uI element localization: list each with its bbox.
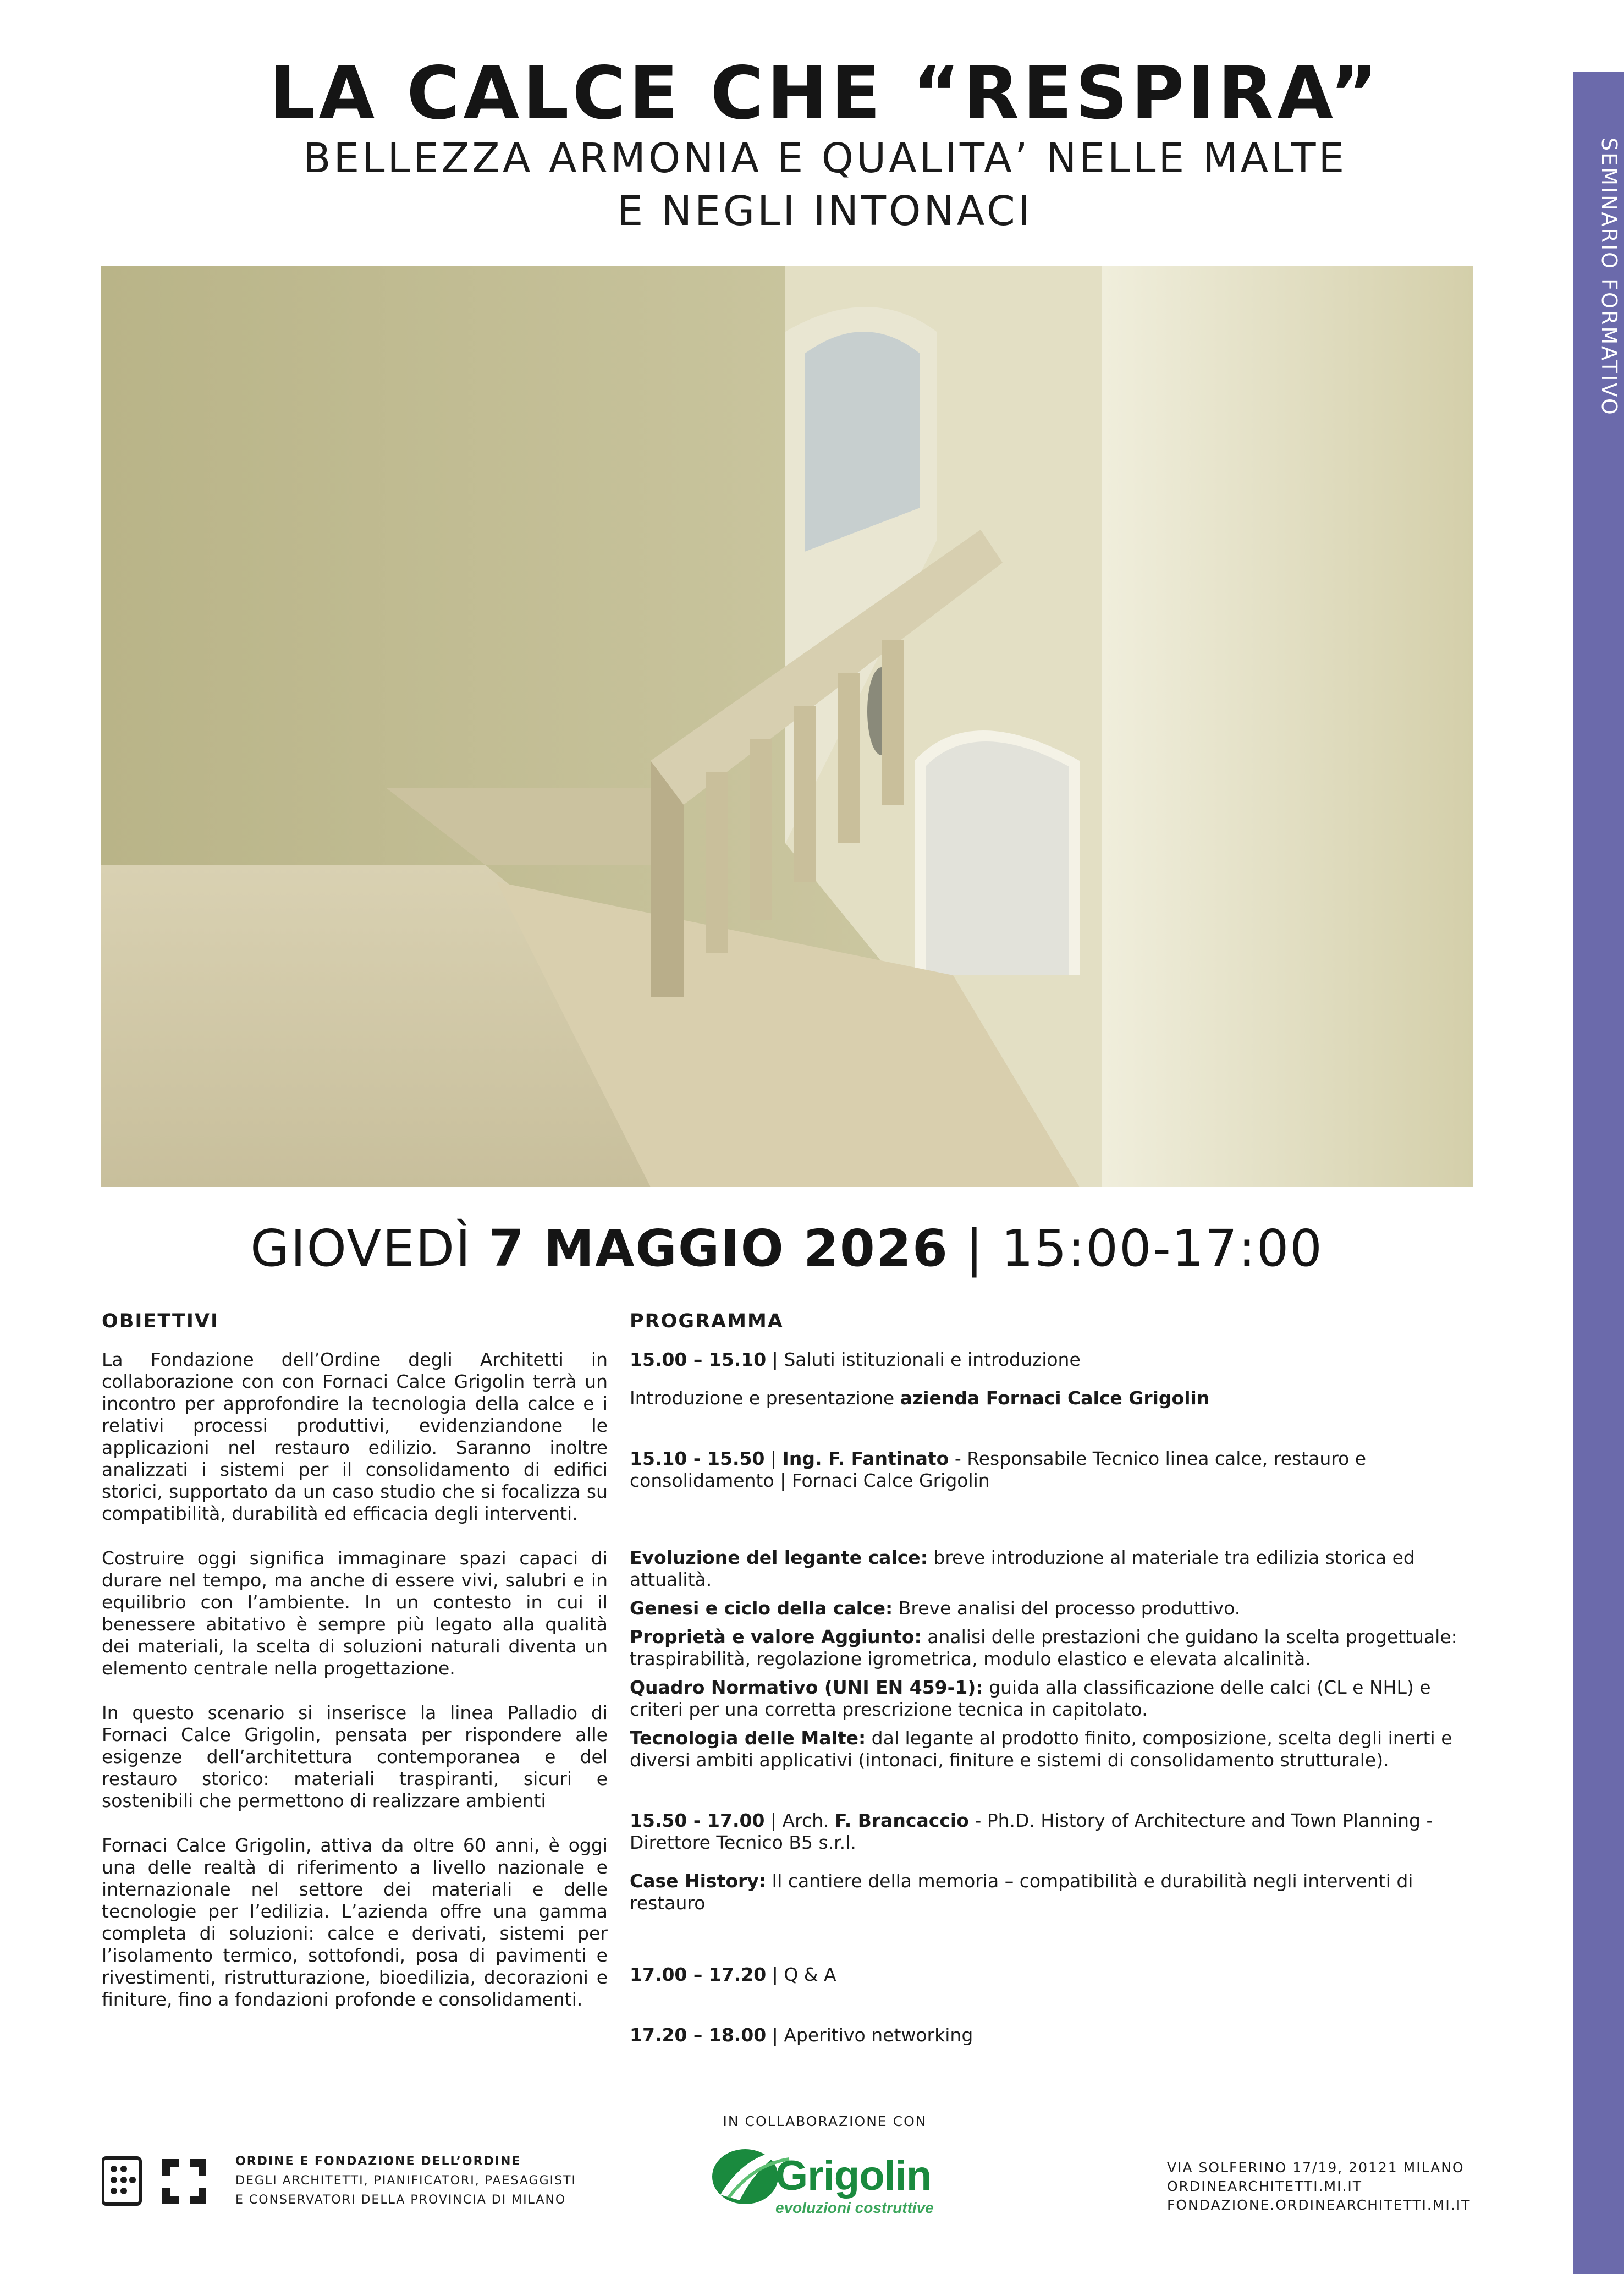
topic-label: Genesi e ciclo della calce: <box>630 1597 893 1619</box>
ordine-logo-icon <box>102 2154 228 2209</box>
program-case-history <box>630 1870 1474 1914</box>
program-session-2 <box>630 1448 1474 1492</box>
objectives-paragraph: Costruire oggi significa immaginare spazi capaci di durare nel tempo, ma anche di essere vivi, salubri e in equilibrio con l’ambiente. In un contesto in cui il benessere abitativo è sempre più legato alla qualità dei materiali, la scelta di soluzioni naturali diventa un elemento centrale nella progettazione. <box>102 1547 608 1679</box>
program-topic <box>630 1727 1474 1771</box>
event-date-line <box>101 1213 1473 1284</box>
objectives-text <box>102 1349 608 2033</box>
session-time: 17.20 – 18.00 <box>630 2024 767 2046</box>
website-link[interactable]: FONDAZIONE.ORDINEARCHITETTI.MI.IT <box>1167 2197 1471 2213</box>
session-time: 15.10 - 15.50 <box>630 1448 765 1469</box>
event-day: GIOVEDÌ <box>250 1219 472 1278</box>
staircase-photo <box>101 266 1473 1187</box>
session-text: | Saluti istituzionali e introduzione <box>766 1349 1081 1370</box>
session-speaker: F. Brancaccio <box>835 1810 969 1831</box>
event-separator: | <box>966 1219 984 1278</box>
program-topic <box>630 1677 1474 1721</box>
session-time: 17.00 – 17.20 <box>630 1964 767 1985</box>
program-heading: PROGRAMMA <box>630 1310 784 1332</box>
grigolin-tagline: evoluzioni costruttive <box>775 2199 934 2216</box>
event-date: 7 MAGGIO 2026 <box>488 1219 949 1278</box>
objectives-paragraph: In questo scenario si inserisce la linea Palladio di Fornaci Calce Grigolin, pensata per rispondere alle esigenze dell’architettura contemporanea e del restauro storico: materiali traspiranti, sicuri e sostenibili che permettono di realizzare ambienti <box>102 1702 608 1811</box>
website-link[interactable]: ORDINEARCHITETTI.MI.IT <box>1167 2178 1363 2194</box>
topic-text: dal legante al prodotto finito, composizione, scelta degli inerti e diversi ambiti applicativi (intonaci, finiture e sistemi di consolidamento strutturale). <box>630 1727 1452 1771</box>
topic-text: breve introduzione al materiale tra edilizia storica ed attualità. <box>630 1547 1415 1590</box>
program-topic <box>630 1547 1474 1591</box>
objectives-paragraph: Fornaci Calce Grigolin, attiva da oltre 60 anni, è oggi una delle realtà di riferimento a livello nazionale e internazionale nel settore dei materiali e delle tecnologie per l’edilizia. L’azienda offre una gamma completa di soluzioni: calce e derivati, sistemi per l’isolamento termico, sottofondi, posa di pavimenti e rivestimenti, ristrutturazione, bioedilizia, decorazioni e finiture, fino a fondazioni profonde e consolidamenti. <box>102 1834 608 2010</box>
topic-label: Proprietà e valore Aggiunto: <box>630 1626 922 1647</box>
session-speaker: Ing. F. Fantinato <box>782 1448 949 1469</box>
poster-subtitle <box>102 132 1548 238</box>
topic-text: Breve analisi del processo produttivo. <box>893 1597 1241 1619</box>
objectives-paragraph: La Fondazione dell’Ordine degli Architetti in collaborazione con con Fornaci Calce Grigolin terrà un incontro per approfondire la tecnologia della calce e i relativi processi produttivi, evidenziandone le applicazioni nel restauro edilizio. Saranno inoltre analizzati i sistemi per il consolidamento di edifici storici, supportato da un caso studio che si focalizza su compatibilità, durabilità ed efficacia degli interventi. <box>102 1349 608 1524</box>
ordine-line-1: ORDINE E FONDAZIONE DELL’ORDINE <box>235 2155 521 2168</box>
program-session-4 <box>630 1964 1474 1986</box>
session-time: 15.00 – 15.10 <box>630 1349 767 1370</box>
program-session-1b <box>630 1387 1474 1409</box>
topic-text: analisi delle prestazioni che guidano la scelta progettuale: traspirabilità, regolazione igrometrica, modulo elastico e elevata alcalinità. <box>630 1626 1457 1669</box>
topic-label: Tecnologia delle Malte: <box>630 1727 866 1749</box>
session-time: 15.50 - 17.00 <box>630 1810 765 1831</box>
program-topic <box>630 1626 1474 1670</box>
session-text: | Q & A <box>766 1964 836 1985</box>
subtitle-line-1: BELLEZZA ARMONIA E QUALITA’ NELLE MALTE <box>302 135 1347 182</box>
address-line: VIA SOLFERINO 17/19, 20121 MILANO <box>1167 2160 1465 2176</box>
contact-address <box>1167 2158 1475 2215</box>
program-session-3 <box>630 1810 1474 1854</box>
program-session-5 <box>630 2024 1474 2046</box>
session-company: azienda Fornaci Calce Grigolin <box>900 1387 1210 1409</box>
ordine-line-2: DEGLI ARCHITETTI, PIANIFICATORI, PAESAGGISTI <box>235 2174 576 2188</box>
topic-label: Case History: <box>630 1870 766 1892</box>
topic-text: Il cantiere della memoria – compatibilità e durabilità negli interventi di restauro <box>630 1870 1413 1914</box>
session-separator: | <box>764 1448 783 1469</box>
event-time: 15:00-17:00 <box>1001 1219 1323 1278</box>
side-label: SEMINARIO FORMATIVO <box>1597 138 1621 416</box>
topic-text: guida alla classificazione delle calci (CL e NHL) e criteri per una corretta prescrizione tecnica in capitolato. <box>630 1677 1431 1720</box>
session-text: - Responsabile Tecnico linea calce, restauro e consolidamento | Fornaci Calce Grigolin <box>630 1448 1367 1491</box>
objectives-heading: OBIETTIVI <box>102 1310 219 1332</box>
grigolin-wordmark: Grigolin <box>775 2152 932 2199</box>
session-text: - Ph.D. History of Architecture and Town Planning - Direttore Tecnico B5 s.r.l. <box>630 1810 1433 1853</box>
ordine-name <box>235 2152 620 2210</box>
topic-label: Quadro Normativo (UNI EN 459-1): <box>630 1677 983 1698</box>
session-separator: | Arch. <box>764 1810 835 1831</box>
program-topic <box>630 1597 1474 1619</box>
collaboration-label: IN COLLABORAZIONE CON <box>723 2113 927 2129</box>
program-list <box>630 1349 1474 2046</box>
session-text: | Aperitivo networking <box>766 2024 973 2046</box>
program-session-1 <box>630 1349 1474 1371</box>
subtitle-line-2: E NEGLI INTONACI <box>617 188 1033 235</box>
topic-label: Evoluzione del legante calce: <box>630 1547 928 1568</box>
poster-title: LA CALCE CHE “RESPIRA” <box>269 51 1381 136</box>
ordine-line-3: E CONSERVATORI DELLA PROVINCIA DI MILANO <box>235 2193 566 2207</box>
session-text: Introduzione e presentazione <box>630 1387 900 1409</box>
